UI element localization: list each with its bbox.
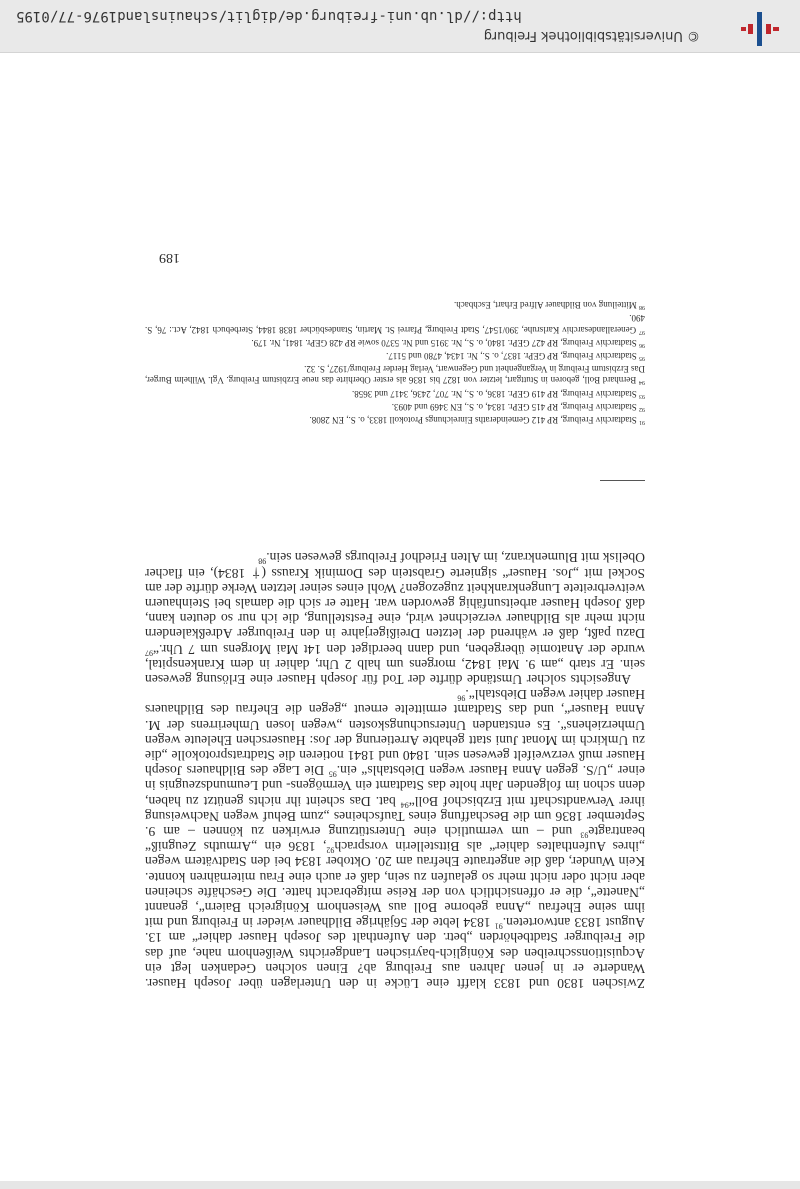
- footnote: [145, 387, 645, 400]
- text-segment: bat. Das scheint ihr nichts genützt zu haben, denn schon im folgenden Jahr holte das Stadtamt ein Vermögens- und Leumundszeugnis in einer „U/S. gegen Anna Hauser wegen Diebstahls“ ein.: [145, 763, 645, 809]
- footnote-number: 97: [639, 328, 645, 335]
- footnote-text: Stadtarchiv Freiburg, RP 412 Gemeinderaths Einreichungs Protokoll 1833, o. S., EN 2808.: [309, 415, 637, 425]
- footnote: [145, 350, 645, 363]
- footnote-ref: 91: [494, 921, 503, 931]
- footnote: [145, 312, 645, 336]
- footnote-number: 96: [639, 341, 645, 348]
- footnote-number: 92: [639, 405, 645, 412]
- text-segment: Zwischen 1830 und 1833 klafft eine Lücke in den Unterlagen über Joseph Hauser. Wanderte er in jenen Jahren aus Freiburg ab? Einen solchen Gedanken legt ein Acquisitionsschreiben des Königlich-bayrischen Landgerichts Weißenhorn nahe, auf das die Freiburger Stadtbehörden „betr. den Aufenthalt des Joseph Hauser dahier“ am 13. August 1833 antworteten.: [145, 915, 645, 991]
- footnote-ref: 94: [400, 800, 409, 810]
- text-segment: 1834 lebte der 56jährige Bildhauer wieder in Freiburg und mit ihm seine Ehefrau „Anna geborne Boll aus Weisenhorn Königreich Baiern“, genannt „Nanette“, die er offensichtlich von der Reise mitgebracht hatte. Die Geschäfte scheinen aber nicht oder nicht mehr so gelaufen zu sein, daß er auch eine Frau miternähren konnte. Kein Wunder, daß die angetraute Ehefrau am 20. Oktober 1834 bei den Stadtvätern wegen „ihres Aufenthaltes dahier“ als Bittstellerin vorsprach: [145, 839, 645, 931]
- footnotes: [145, 299, 645, 427]
- footnote-text: Stadtarchiv Freiburg, RP GEPr. 1837, o. S., Nr. 1434, 4780 und 5117.: [386, 350, 637, 361]
- footnote: [145, 401, 645, 414]
- footnote-ref: 98: [258, 556, 267, 566]
- footnote-ref: 97: [145, 648, 153, 658]
- footnote-ref: 92: [326, 845, 335, 855]
- footnote: [145, 337, 645, 350]
- footnote-number: 94: [639, 379, 645, 386]
- footnote-number: 98: [639, 304, 645, 311]
- footnote-text: Bernhard Boll, geboren in Stuttgart, letzter von 1827 bis 1836 als erster Oberhirte das neue Erzbistum Freiburg. Vgl. Wilhelm Burger, Das Erzbistum Freiburg in Vergangenheit und Gegenwart, Verlag Herder Freiburg/1927, S. 32.: [144, 364, 645, 386]
- repository-bar: [0, 0, 800, 53]
- text-segment: Die Lage des Bildhauers Joseph Hauser muß verzweifelt gewesen sein. 1840 und 1841 notieren die Stadtratsprotokolle „die zu Umkirch im Monat Juni statt gehabte Arretierung der Jos: Hauserschen Eheleute wegen Umherziehens“. Es entstanden Untersuchungskosten „wegen losen Umherirrens der M. Anna Hauser“, und das Stadtamt ermittelte erneut „gegen die Ehefrau des Bildhauers Hauser dahier wegen Diebstahl“.: [145, 687, 645, 779]
- text-segment: Dazu paßt, daß er während der letzten Dreißigerjahre in den Freiburger Adreßkalendern nicht mehr als Bildhauer verzeichnet wird, eine Feststellung, die ich nur so deuten kann, daß Joseph Hauser arbeitsunfähig geworden war. Hatte er sich die damals bei Steinhauern weitverbreitete Lungenkrankheit zugezogen? Wohl eines seiner letzten Werke dürfte der am Sockel mit „Jos. Hauser“ signierte Grabstein des Dominik Krauss († 1834), ein flacher Obelisk mit Blumenkranz, im Alten Friedhof Freiburgs gewesen sein.: [145, 550, 645, 642]
- footnote-text: Generallandesarchiv Karlsruhe, 390/1547, Stadt Freiburg, Pfarrei St. Martin, Standesbücher 1838 1844, Sterbebuch 1842, Act.: 76, S. 490.: [145, 313, 645, 335]
- edge-band: [0, 1181, 800, 1189]
- paragraph: [145, 550, 645, 687]
- footnote: [145, 363, 645, 387]
- footnote-text: Stadtarchiv Freiburg, RP 419 GEPr. 1836, o. S., Nr. 707, 2436, 3417 und 3658.: [351, 388, 637, 399]
- university-library-logo-icon: [740, 10, 780, 48]
- footnote-text: Mitteilung von Bildhauer Alfred Erhart, Eschbach.: [454, 300, 637, 311]
- paragraph: [145, 687, 645, 991]
- footnote-number: 95: [639, 354, 645, 361]
- footnote: [145, 299, 645, 312]
- footnote-ref: 95: [328, 769, 337, 779]
- text-segment: und – um vermutlich eine Unterstützung erwirken zu können – am 9. September 1836 um die Beschaffung eines Taufscheines „zum Behuf wegen Nachweisung ihrer Verwandtschaft mit Erzbischof Boll“: [145, 793, 645, 839]
- body-text: [145, 550, 645, 991]
- footnote: [145, 414, 645, 427]
- page-number: 189: [159, 250, 180, 265]
- footnote-ref: 96: [457, 693, 466, 703]
- footnote-number: 91: [639, 419, 645, 425]
- footnote-number: 93: [639, 392, 645, 399]
- footnote-ref: 93: [580, 830, 589, 840]
- footnote-text: Stadtarchiv Freiburg, RP 427 GEPr. 1840, o. S., Nr. 3915 und Nr. 5370 sowie RP 428 GEPr. 1841, Nr. 179.: [251, 337, 637, 348]
- footnote-rule: [600, 480, 645, 481]
- repository-url-link[interactable]: http://dl.ub.uni-freiburg.de/diglit/schauinsland1976-77/0195: [16, 8, 522, 24]
- repository-credit: © Universitätsbibliothek Freiburg: [483, 28, 700, 43]
- text-segment: Angesichts solcher Umstände dürfte der Tod für Joseph Hauser eine Erlösung gewesen sein. Er starb „am 9. Mai 1842, morgens um halb 2 Uhr, dahier in dem Krankenspital, wurde der Anatomie übergeben, und dann beerdiget den 14t Mai Morgens um 7 Uhr.“: [145, 641, 645, 687]
- footnote-text: Stadtarchiv Freiburg, RP 415 GEPr. 1834, o. S., EN 3469 und 4093.: [391, 401, 637, 412]
- text-segment: , 1836 ein „Armuths Zeugniß“ beantragte: [145, 823, 645, 855]
